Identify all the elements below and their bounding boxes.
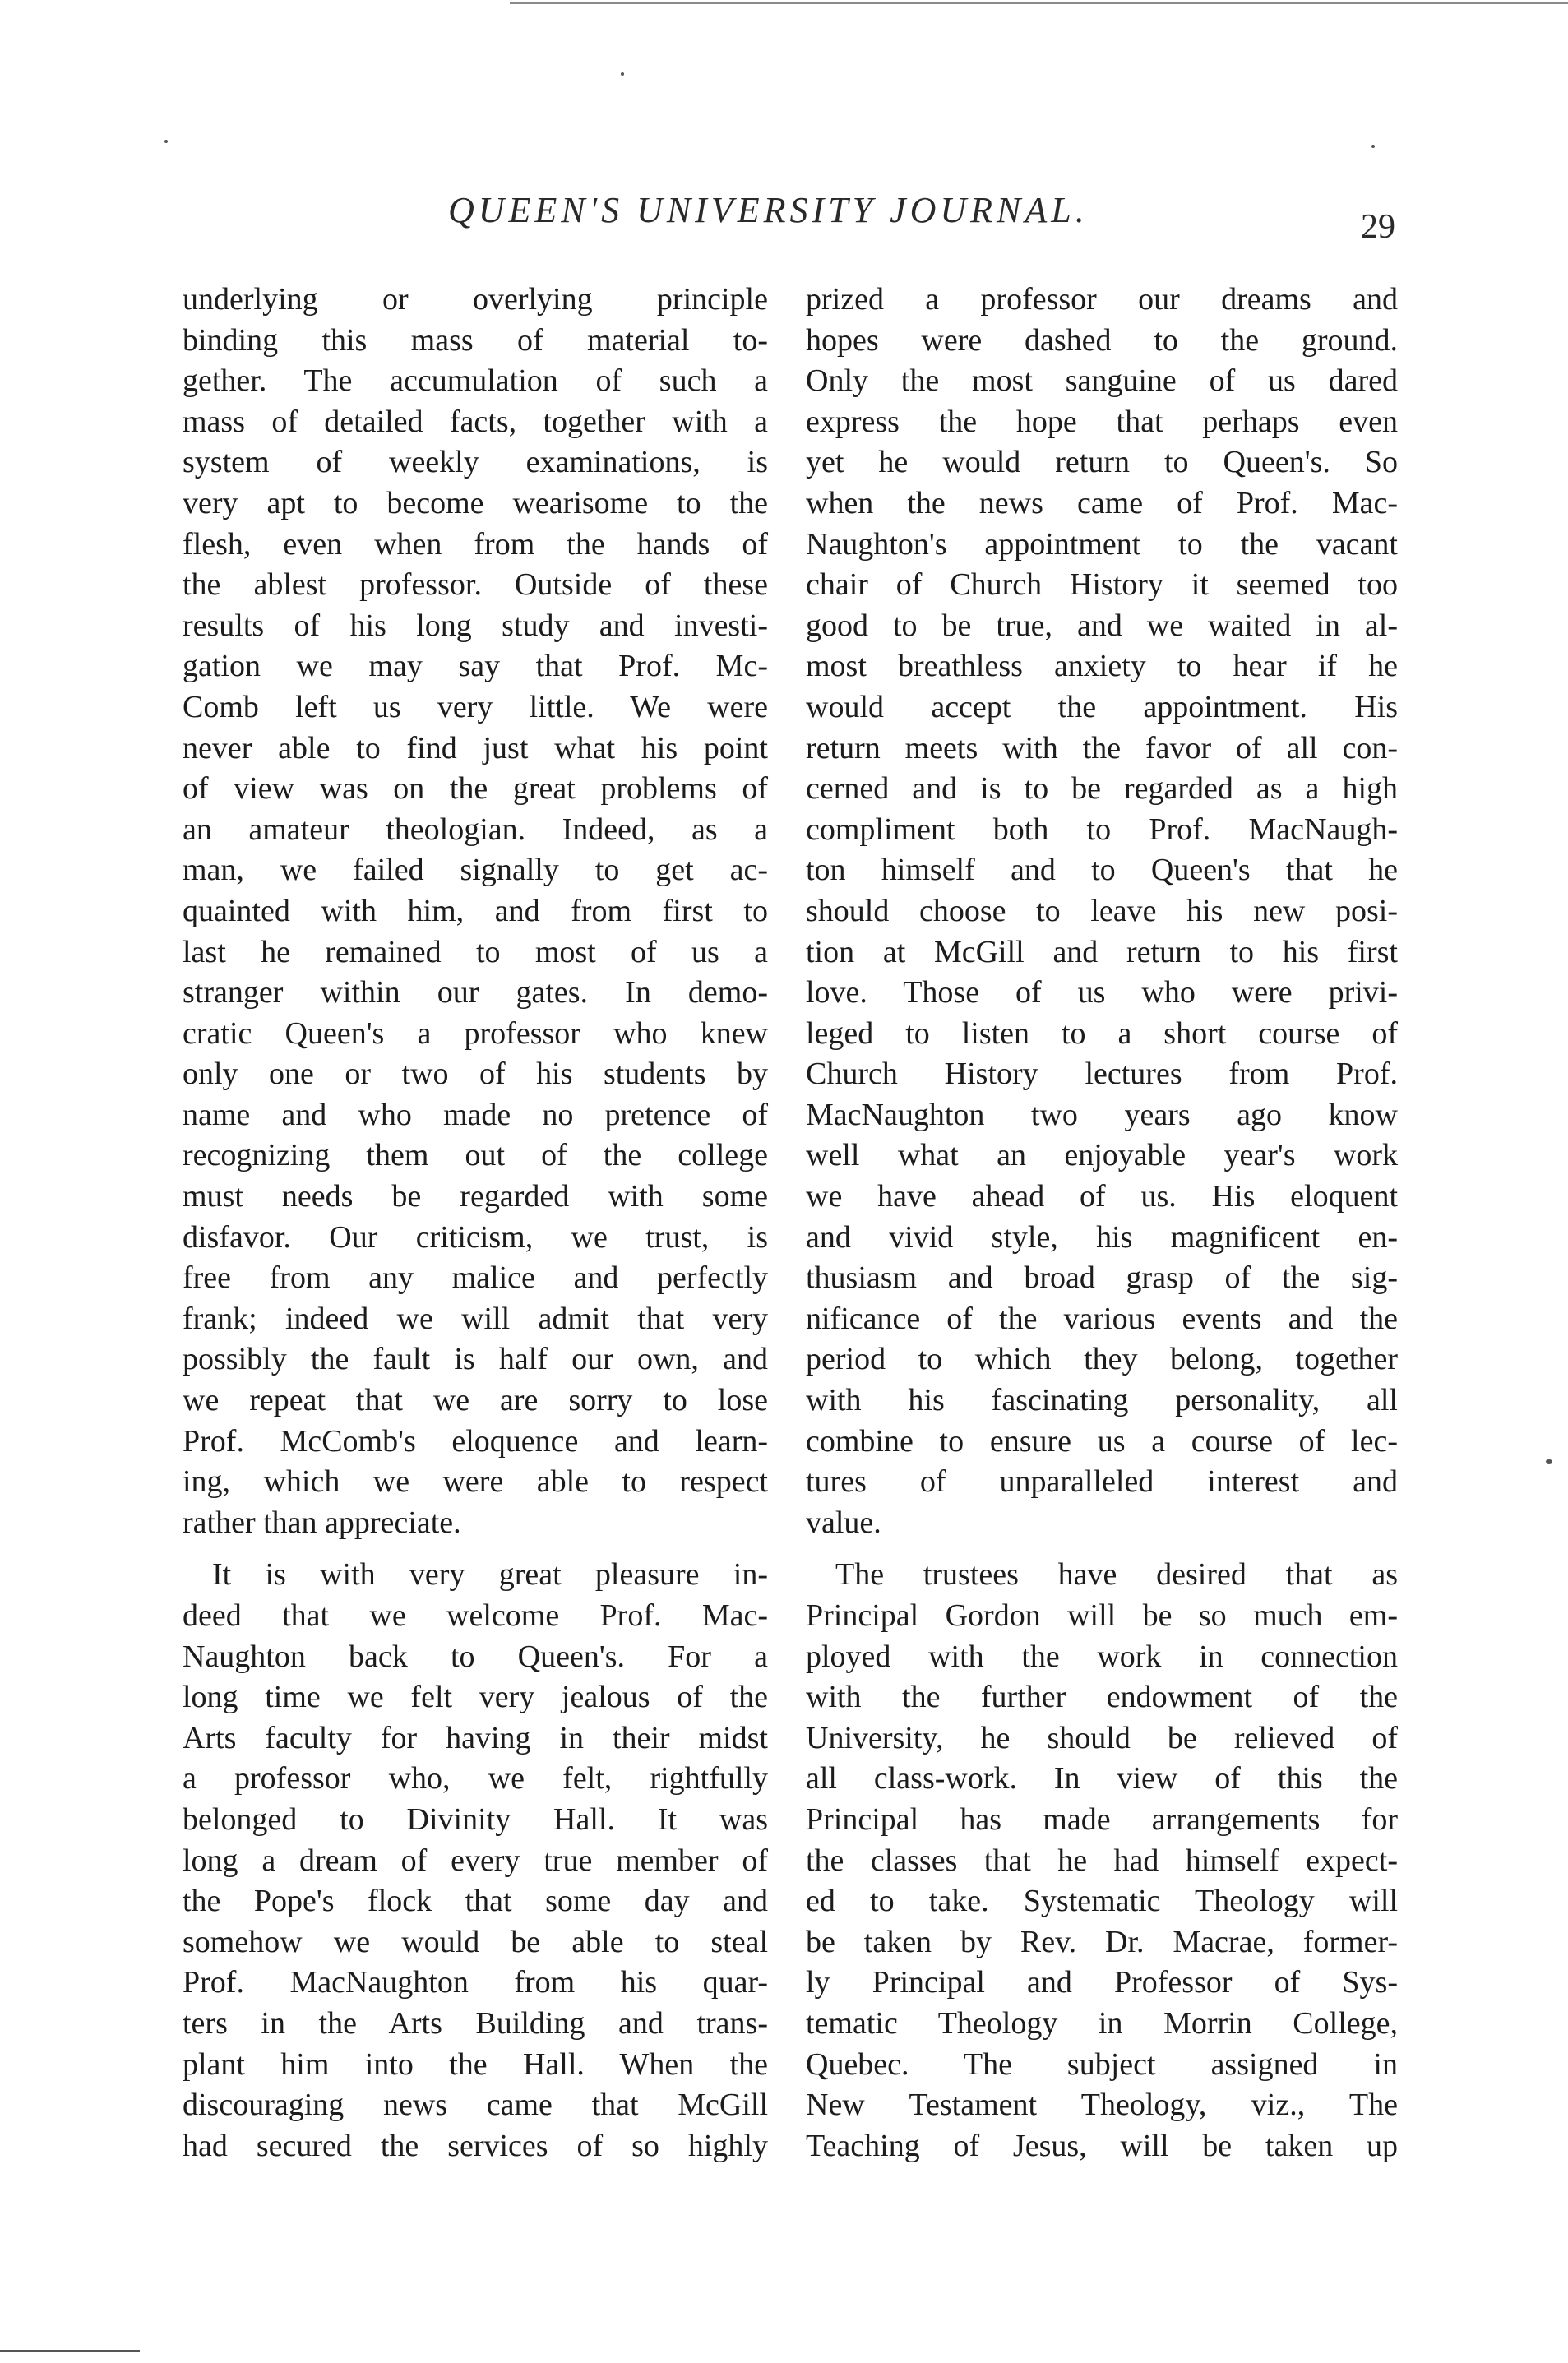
text-line: long a dream of every true member of [183,1843,768,1878]
text-line: all class-work. In view of this the [806,1761,1398,1797]
text-line: with the further endowment of the [806,1680,1398,1715]
text-line: deed that we welcome Prof. Mac- [183,1598,768,1633]
text-line: only one or two of his students by [183,1057,768,1092]
text-line: possibly the fault is half our own, and [183,1342,768,1377]
paragraph-gap [183,1543,768,1555]
text-line: rather than appreciate. [183,1505,461,1540]
text-line: discouraging news came that McGill [183,2088,768,2123]
text-line: Quebec. The subject assigned in [806,2046,1398,2082]
text-line: hopes were dashed to the ground. [806,322,1398,358]
text-line: mass of detailed facts, together with a [183,404,768,439]
text-line: recognizing them out of the college [183,1138,768,1173]
page-number: 29 [1361,208,1395,246]
scan-speck [164,140,168,143]
text-line: flesh, even when from the hands of [183,526,768,562]
text-line: belonged to Divinity Hall. It was [183,1801,768,1837]
text-line: very apt to become wearisome to the [183,485,768,520]
text-line: and vivid style, his magnificent en- [806,1219,1398,1255]
text-line: express the hope that perhaps even [806,404,1398,439]
text-line: chair of Church History it seemed too [806,567,1398,603]
text-line: ed to take. Systematic Theology will [806,1884,1398,1919]
text-line: ters in the Arts Building and trans- [183,2005,768,2041]
text-line: prized a professor our dreams and [806,282,1398,317]
text-line: disfavor. Our criticism, we trust, is [183,1219,768,1255]
text-line: with his fascinating personality, all [806,1383,1398,1418]
text-line: tion at McGill and return to his first [806,934,1398,969]
text-line: ton himself and to Queen's that he [806,853,1398,888]
text-line: underlying or overlying principle [183,282,768,317]
text-line: Naughton back to Queen's. For a [183,1639,768,1674]
text-line: tematic Theology in Morrin College, [806,2005,1398,2041]
scan-speck [1546,1459,1552,1464]
text-line: The trustees have desired that as [835,1557,1398,1593]
text-line: the classes that he had himself expect- [806,1843,1398,1878]
text-line: the Pope's flock that some day and [183,1884,768,1919]
text-line: return meets with the favor of all con- [806,730,1398,765]
text-line: leged to listen to a short course of [806,1015,1398,1051]
text-line: Teaching of Jesus, will be taken up [806,2128,1398,2163]
text-line: somehow we would be able to steal [183,1924,768,1959]
text-line: Principal Gordon will be so much em- [806,1598,1398,1633]
bottom-rule [0,2350,140,2352]
text-line: combine to ensure us a course of lec- [806,1423,1398,1459]
text-line: free from any malice and perfectly [183,1260,768,1296]
text-line: New Testament Theology, viz., The [806,2088,1398,2123]
text-line: gation we may say that Prof. Mc- [183,649,768,684]
text-line: never able to find just what his point [183,730,768,765]
text-line: University, he should be relieved of [806,1720,1398,1755]
scan-speck [621,72,624,76]
text-line: long time we felt very jealous of the [183,1680,768,1715]
text-line: cerned and is to be regarded as a high [806,771,1398,807]
paragraph-gap [806,1543,1398,1555]
text-line: an amateur theologian. Indeed, as a [183,812,768,847]
text-line: results of his long study and investi- [183,608,768,643]
text-line: would accept the appointment. His [806,689,1398,724]
text-line: frank; indeed we will admit that very [183,1301,768,1336]
text-line: Principal has made arrangements for [806,1801,1398,1837]
text-line: be taken by Rev. Dr. Macrae, former- [806,1924,1398,1959]
text-line: tures of unparalleled interest and [806,1464,1398,1500]
text-line: nificance of the various events and the [806,1301,1398,1336]
text-line: ployed with the work in connection [806,1639,1398,1674]
text-line: Naughton's appointment to the vacant [806,526,1398,562]
text-line: Prof. McComb's eloquence and learn- [183,1423,768,1459]
text-line: binding this mass of material to- [183,322,768,358]
text-line: compliment both to Prof. MacNaugh- [806,812,1398,847]
text-line: name and who made no pretence of [183,1097,768,1132]
text-line: thusiasm and broad grasp of the sig- [806,1260,1398,1296]
text-line: most breathless anxiety to hear if he [806,649,1398,684]
text-line: good to be true, and we waited in al- [806,608,1398,643]
text-line: must needs be regarded with some [183,1179,768,1214]
text-line: value. [806,1505,881,1540]
text-line: last he remained to most of us a [183,934,768,969]
text-line: Arts faculty for having in their midst [183,1720,768,1755]
left-column [183,280,768,2166]
text-line: had secured the services of so highly [183,2128,768,2163]
text-line: Comb left us very little. We were [183,689,768,724]
text-line: should choose to leave his new posi- [806,893,1398,928]
text-line: Church History lectures from Prof. [806,1057,1398,1092]
text-line: system of weekly examinations, is [183,445,768,480]
scan-speck [1371,145,1375,148]
text-line: plant him into the Hall. When the [183,2046,768,2082]
text-line: Only the most sanguine of us dared [806,363,1398,399]
text-line: period to which they belong, together [806,1342,1398,1377]
text-line: cratic Queen's a professor who knew [183,1015,768,1051]
top-rule [510,2,1568,4]
text-line: Prof. MacNaughton from his quar- [183,1965,768,2000]
text-line: a professor who, we felt, rightfully [183,1761,768,1797]
running-title: QUEEN'S UNIVERSITY JOURNAL. [448,190,1089,230]
text-line: yet he would return to Queen's. So [806,445,1398,480]
text-line: MacNaughton two years ago know [806,1097,1398,1132]
text-line: It is with very great pleasure in- [212,1557,768,1593]
text-line: when the news came of Prof. Mac- [806,485,1398,520]
text-line: man, we failed signally to get ac- [183,853,768,888]
text-line: we have ahead of us. His eloquent [806,1179,1398,1214]
right-column [806,280,1398,2166]
text-line: love. Those of us who were privi- [806,975,1398,1010]
text-line: stranger within our gates. In demo- [183,975,768,1010]
text-line: we repeat that we are sorry to lose [183,1383,768,1418]
text-line: quainted with him, and from first to [183,893,768,928]
text-line: the ablest professor. Outside of these [183,567,768,603]
text-line: well what an enjoyable year's work [806,1138,1398,1173]
text-line: ing, which we were able to respect [183,1464,768,1500]
text-line: gether. The accumulation of such a [183,363,768,399]
text-line: ly Principal and Professor of Sys- [806,1965,1398,2000]
text-line: of view was on the great problems of [183,771,768,807]
